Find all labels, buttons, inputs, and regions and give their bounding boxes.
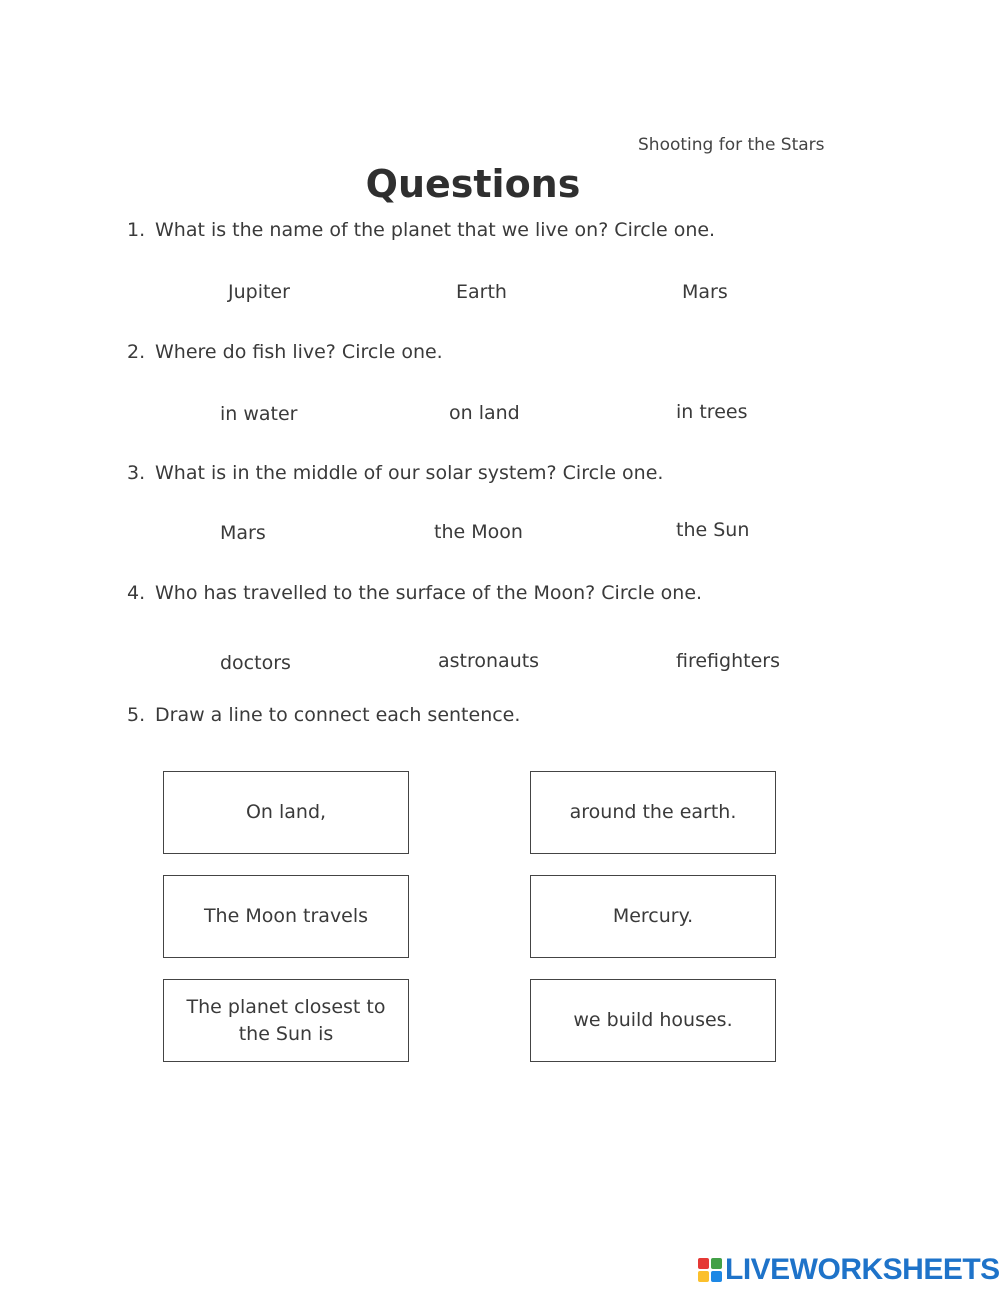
mark-square	[711, 1258, 722, 1269]
option-mars[interactable]: Mars	[682, 281, 728, 303]
question-text: Where do fish live? Circle one.	[155, 341, 443, 363]
match-left-1[interactable]: On land,	[163, 771, 409, 854]
option-jupiter[interactable]: Jupiter	[228, 281, 290, 303]
question-number: 1.	[127, 219, 146, 241]
option-earth[interactable]: Earth	[456, 281, 507, 303]
question-3	[127, 462, 663, 484]
option-on-land[interactable]: on land	[449, 402, 520, 424]
page-title: Questions	[365, 162, 581, 206]
brand-name: LIVEWORKSHEETS	[725, 1253, 1000, 1286]
option-astronauts[interactable]: astronauts	[438, 650, 540, 672]
question-number: 2.	[127, 341, 146, 363]
option-firefighters[interactable]: firefighters	[676, 650, 780, 672]
option-in-trees[interactable]: in trees	[676, 401, 748, 423]
worksheet-subtitle: Shooting for the Stars	[638, 135, 825, 155]
mark-square	[698, 1258, 709, 1269]
question-number: 3.	[127, 462, 146, 484]
question-1	[127, 219, 715, 241]
liveworksheets-logo	[698, 1253, 1000, 1287]
question-number: 4.	[127, 582, 146, 604]
option-in-water[interactable]: in water	[220, 403, 298, 425]
match-left-3[interactable]: The planet closest to the Sun is	[163, 979, 409, 1062]
question-2	[127, 341, 443, 363]
option-mars[interactable]: Mars	[220, 522, 266, 544]
question-text: Who has travelled to the surface of the Moon? Circle one.	[155, 582, 703, 604]
liveworksheets-mark-icon	[698, 1258, 722, 1282]
option-the-moon[interactable]: the Moon	[434, 521, 523, 543]
match-left-2[interactable]: The Moon travels	[163, 875, 409, 958]
mark-square	[698, 1271, 709, 1282]
question-text: What is the name of the planet that we live on? Circle one.	[155, 219, 716, 241]
question-5	[127, 704, 520, 726]
match-right-3[interactable]: we build houses.	[530, 979, 776, 1062]
question-text: What is in the middle of our solar system? Circle one.	[155, 462, 664, 484]
question-number: 5.	[127, 704, 146, 726]
question-4	[127, 582, 702, 604]
question-text: Draw a line to connect each sentence.	[155, 704, 521, 726]
match-right-2[interactable]: Mercury.	[530, 875, 776, 958]
mark-square	[711, 1271, 722, 1282]
option-the-sun[interactable]: the Sun	[676, 519, 750, 541]
match-right-1[interactable]: around the earth.	[530, 771, 776, 854]
option-doctors[interactable]: doctors	[220, 652, 291, 674]
